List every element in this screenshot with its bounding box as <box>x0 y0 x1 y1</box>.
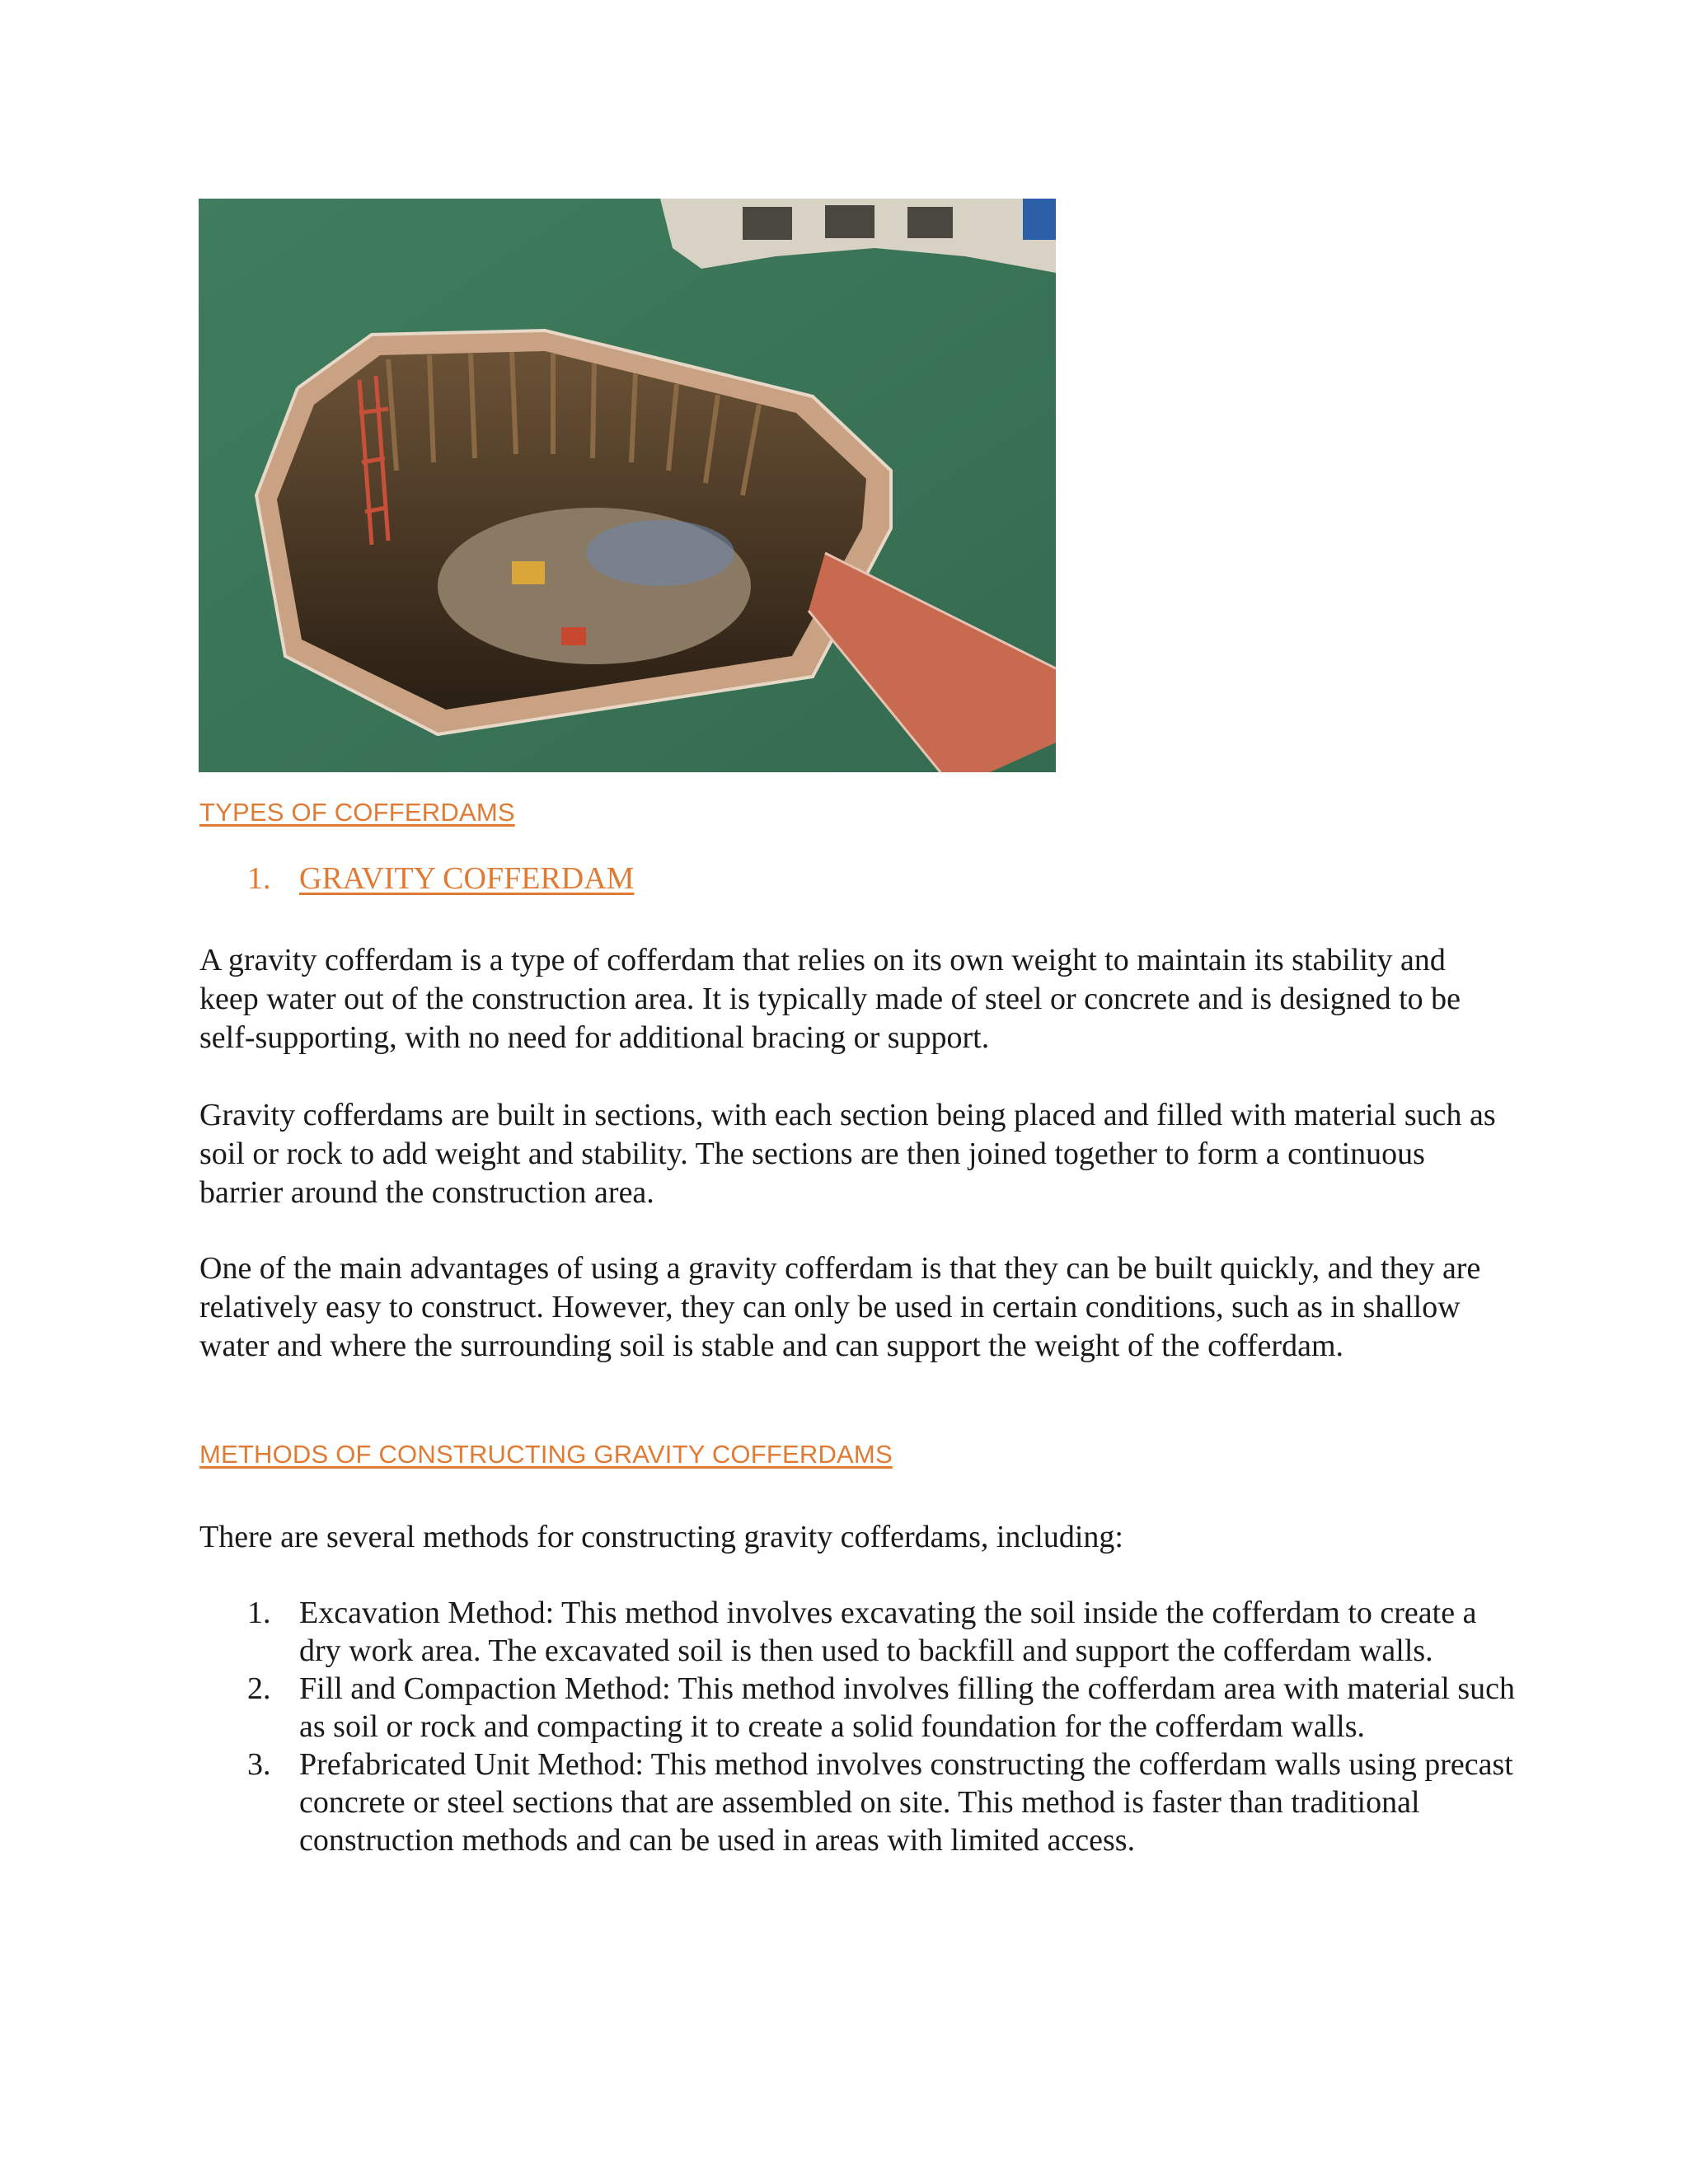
concrete-opening <box>907 207 953 238</box>
concrete-opening <box>825 205 874 238</box>
gravity-cofferdam-heading[interactable] <box>247 860 634 897</box>
list-item <box>247 1746 1517 1859</box>
list-text: Prefabricated Unit Method: This method involves constructing the cofferdam walls using precast concrete or steel sections that are assembled on site. This method is faster than traditional construction methods and can be used in areas with limited access. <box>299 1747 1513 1858</box>
methods-heading[interactable]: METHODS OF CONSTRUCTING GRAVITY COFFERDAMS <box>199 1440 893 1469</box>
heading-number: 1. <box>247 861 271 896</box>
methods-list <box>247 1594 1517 1859</box>
list-text: Fill and Compaction Method: This method involves filling the cofferdam area with material such as soil or rock and compacting it to create a solid foundation for the cofferdam walls. <box>299 1671 1516 1744</box>
concrete-opening <box>743 207 792 240</box>
list-item <box>247 1594 1517 1670</box>
list-number: 1. <box>247 1596 271 1630</box>
list-number: 3. <box>247 1747 271 1782</box>
floor-tarp <box>586 520 734 586</box>
heading-text: GRAVITY COFFERDAM <box>299 861 635 896</box>
machinery <box>512 561 545 584</box>
types-of-cofferdams-heading[interactable]: TYPES OF COFFERDAMS <box>199 798 515 827</box>
cofferdam-photo <box>199 199 1056 772</box>
paragraph-sections: Gravity cofferdams are built in sections, with each section being placed and filled with material such as soil or rock to add weight and stability. The sections are then joined together to form a continuous barrier around the construction area. <box>199 1098 1496 1210</box>
list-text: Excavation Method: This method involves excavating the soil inside the cofferdam to create a dry work area. The excavated soil is then used to backfill and support the cofferdam walls. <box>299 1596 1477 1668</box>
machinery <box>561 627 586 645</box>
methods-intro: There are several methods for constructing gravity cofferdams, including: <box>199 1520 1123 1554</box>
paragraph-advantages: One of the main advantages of using a gravity cofferdam is that they can be built quickly, and they are relatively easy to construct. However, they can only be used in certain conditions, such as in shallow water and where the surrounding soil is stable and can support the weight of the cofferdam. <box>199 1251 1481 1363</box>
blue-equipment <box>1023 199 1056 240</box>
list-item <box>247 1670 1517 1746</box>
paragraph-definition: A gravity cofferdam is a type of cofferdam that relies on its own weight to maintain its stability and keep water out of the construction area. It is typically made of steel or concrete and is designed to be self-supporting, with no need for additional bracing or support. <box>199 943 1461 1055</box>
list-number: 2. <box>247 1671 271 1706</box>
cofferdam-illustration <box>199 199 1056 772</box>
